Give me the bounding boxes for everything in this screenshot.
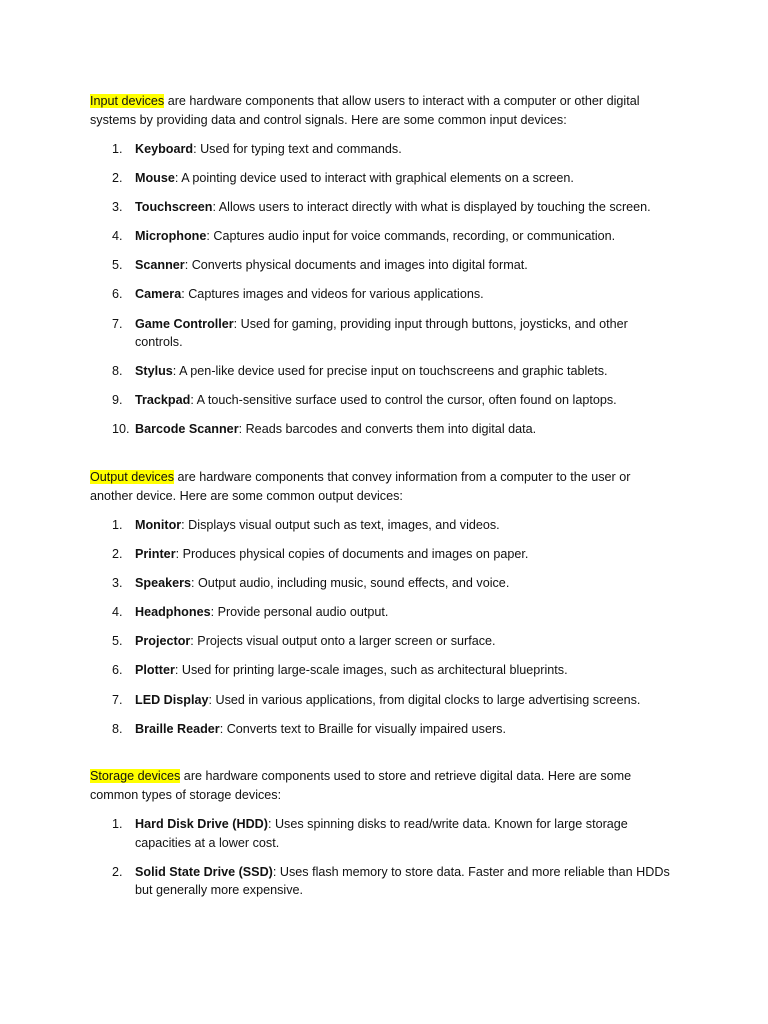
item-description: : A pointing device used to interact with graphical elements on a screen. [174,171,574,186]
item-term: Keyboard [135,142,194,156]
item-description: : Output audio, including music, sound effects, and voice. [191,576,510,591]
intro-text: are hardware components used to store and retrieve digital data. Here are some common types of storage devices: [90,769,632,802]
item-term: Projector [135,634,191,649]
item-description: : Used for printing large-scale images, such as architectural blueprints. [174,663,568,678]
item-term: Braille Reader [135,721,220,736]
item-number: 5. [112,258,123,273]
item-description: : Converts text to Braille for visually impaired users. [219,721,506,736]
item-number: 6. [112,663,123,678]
item-description: : Captures audio input for voice commands, recording, or communication. [206,229,616,244]
item-term: Microphone [135,229,207,244]
section-input-devices [90,92,670,439]
item-term: Game Controller [135,316,234,331]
list-item [90,545,670,564]
list-item [90,603,670,622]
item-term: Trackpad [135,393,191,408]
item-term: Speakers [135,576,192,591]
list-item [90,285,670,304]
item-description: : Captures images and videos for various applications. [181,287,484,302]
item-number: 7. [112,692,123,707]
list-item [90,391,670,410]
list-item [90,315,670,352]
item-term: Mouse [135,171,175,186]
list-item [90,198,670,217]
item-number: 9. [112,393,123,408]
item-number: 1. [112,518,123,532]
item-description: : Provide personal audio output. [210,605,389,620]
highlighted-term: Storage devices [90,769,181,783]
item-description: : Converts physical documents and images into digital format. [184,258,528,273]
list-item [90,691,670,710]
item-description: : Uses flash memory to store data. Faster and more reliable than HDDs but generally more expensive. [135,864,670,898]
item-description: : Produces physical copies of documents and images on paper. [175,547,529,562]
item-number: 6. [112,287,123,302]
item-number: 3. [112,576,123,591]
list-item [90,574,670,593]
item-description: : Reads barcodes and converts them into digital data. [238,422,537,437]
item-number: 1. [112,817,123,831]
section-storage-devices [90,767,670,900]
item-number: 5. [112,634,123,649]
item-description: : Used in various applications, from digital clocks to large advertising screens. [208,692,641,707]
item-description: : Used for typing text and commands. [193,142,402,156]
list-item [90,362,670,381]
section-intro [90,92,670,129]
list-item [90,256,670,275]
section-intro [90,767,670,804]
item-number: 1. [112,142,123,156]
intro-text: are hardware components that allow users to interact with a computer or other digital systems by providing data and control signals. Here are some common input devices: [90,94,640,127]
item-number: 2. [112,864,123,879]
item-term: Hard Disk Drive (HDD) [135,817,268,831]
item-number: 4. [112,229,123,244]
item-term: Camera [135,287,182,302]
list-item [90,169,670,188]
item-term: Scanner [135,258,185,273]
storage-devices-list [90,815,670,900]
item-description: : Displays visual output such as text, images, and videos. [181,518,500,532]
list-item [90,420,670,439]
item-description: : Projects visual output onto a larger screen or surface. [190,634,496,649]
list-item [90,863,670,900]
output-devices-list [90,516,670,738]
section-output-devices [90,468,670,738]
intro-text: are hardware components that convey information from a computer to the user or another device. Here are some common output devices: [90,470,631,503]
item-term: Stylus [135,364,173,379]
list-item [90,661,670,680]
item-description: : Used for gaming, providing input through buttons, joysticks, and other controls. [135,316,628,350]
item-number: 8. [112,721,123,736]
item-description: : Allows users to interact directly with what is displayed by touching the screen. [212,200,651,215]
item-term: Headphones [135,605,211,620]
list-item [90,815,670,852]
item-number: 10. [112,422,130,437]
item-number: 8. [112,364,123,379]
item-description: : Uses spinning disks to read/write data. Known for large storage capacities at a lower cost. [135,817,628,850]
item-term: LED Display [135,692,209,707]
item-term: Touchscreen [135,200,213,215]
highlighted-term: Output devices [90,470,175,484]
item-number: 2. [112,547,123,562]
item-number: 7. [112,316,123,331]
item-description: : A pen-like device used for precise input on touchscreens and graphic tablets. [172,364,608,379]
item-term: Solid State Drive (SSD) [135,864,273,879]
input-devices-list [90,140,670,439]
item-term: Plotter [135,663,175,678]
item-term: Monitor [135,518,182,532]
item-number: 2. [112,171,123,186]
list-item [90,720,670,739]
list-item [90,516,670,535]
item-term: Printer [135,547,176,562]
section-intro [90,468,670,505]
item-description: : A touch-sensitive surface used to control the cursor, often found on laptops. [190,393,617,408]
list-item [90,227,670,246]
list-item [90,632,670,651]
item-number: 4. [112,605,123,620]
item-number: 3. [112,200,123,215]
item-term: Barcode Scanner [135,422,239,437]
highlighted-term: Input devices [90,94,165,108]
list-item [90,140,670,159]
